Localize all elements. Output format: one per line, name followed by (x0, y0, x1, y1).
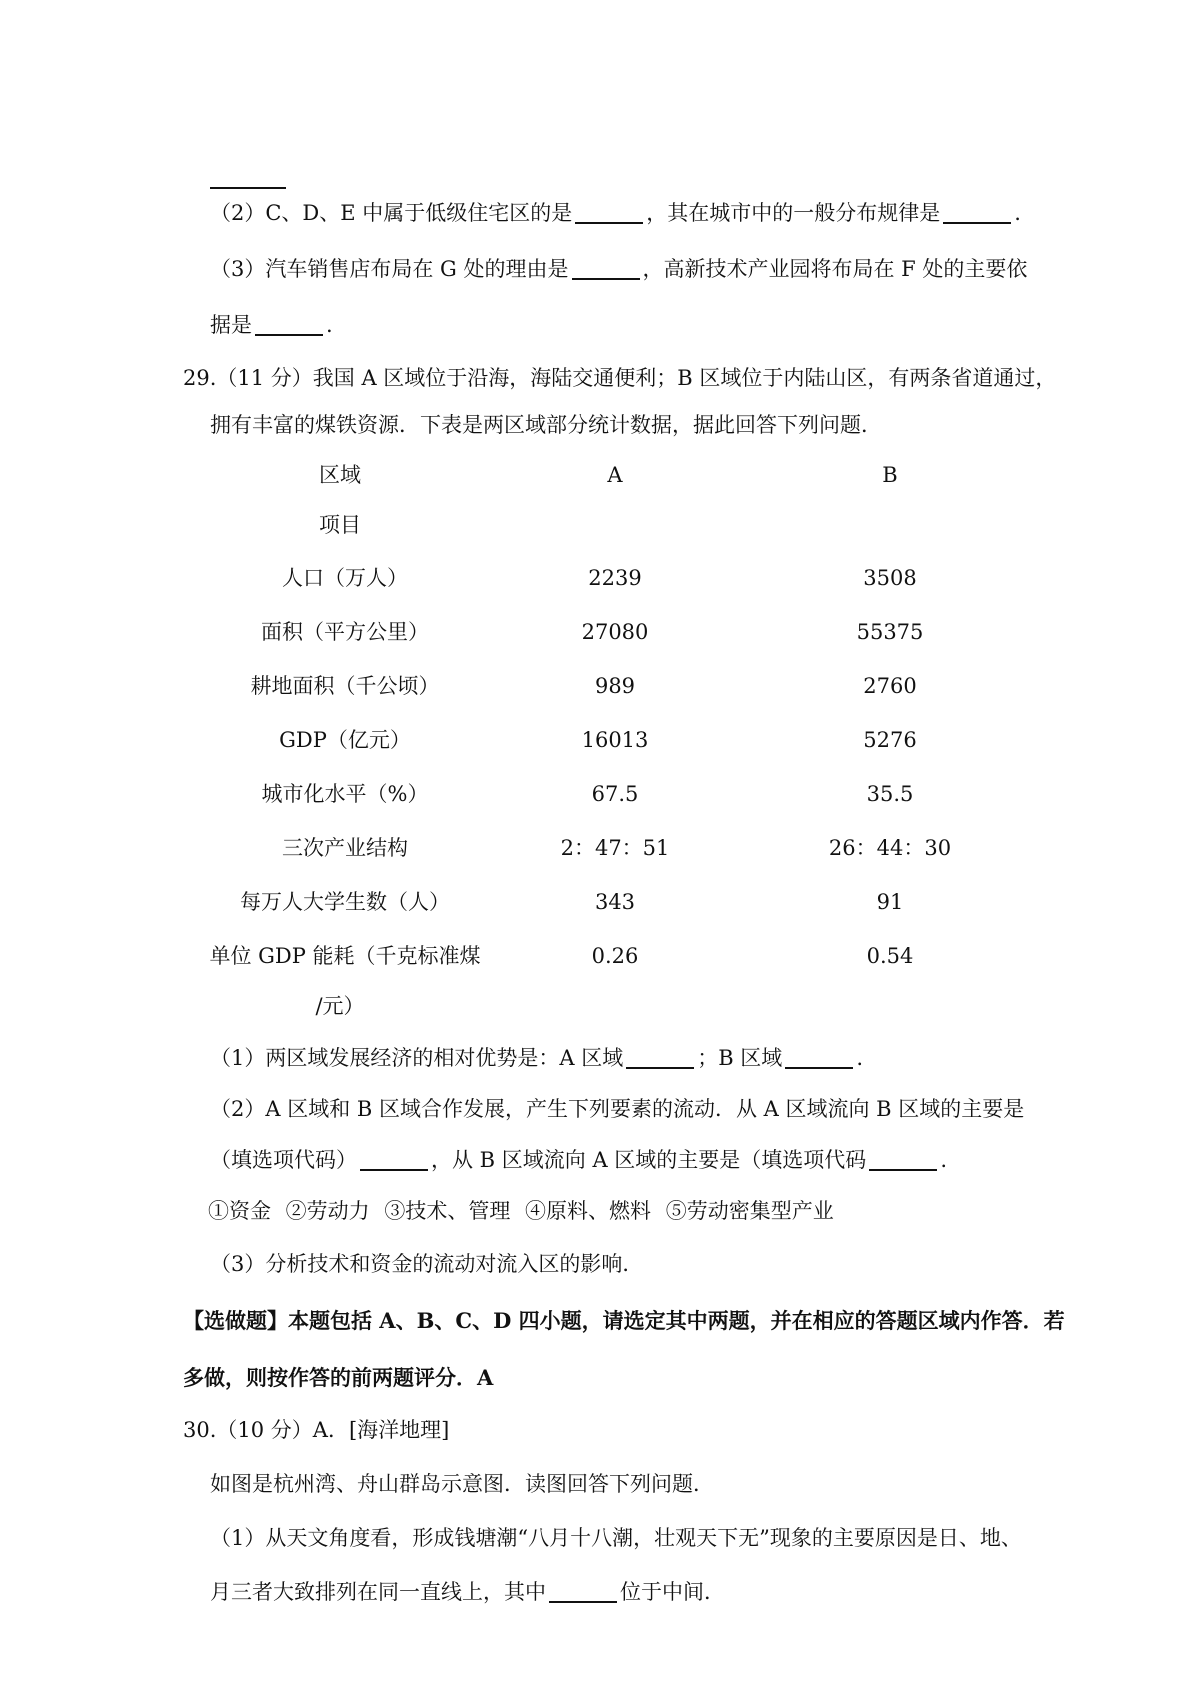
table-row-item: 单位 GDP 能耗（千克标准煤 (209, 944, 481, 968)
table-row-b: 3508 (863, 566, 917, 590)
table-row-a: 989 (594, 674, 636, 698)
q29-part1: （1）两区域发展经济的相对优势是：A 区域 ；B 区域 . (210, 1046, 863, 1070)
answer-blank-line (210, 187, 286, 189)
table-header-a: A (607, 463, 623, 487)
table-row-a: 2239 (588, 566, 642, 590)
elective-instruction-line2: 多做，则按作答的前两题评分．A (183, 1365, 494, 1390)
q30-part1: （1）从天文角度看，形成钱塘潮“八月十八潮，壮观天下无”现象的主要原因是日、地、 (210, 1526, 1022, 1550)
answer-blank[interactable] (572, 256, 640, 280)
q29-stem-line2: 拥有丰富的煤铁资源．下表是两区域部分统计数据，据此回答下列问题． (210, 413, 882, 437)
table-row-a: 27080 (581, 620, 649, 644)
answer-blank[interactable] (869, 1147, 937, 1171)
table-row-b: 2760 (863, 674, 917, 698)
table-row-b: 26：44：30 (828, 836, 952, 860)
table-row-a: 0.26 (591, 944, 639, 968)
table-row-a: 16013 (581, 728, 649, 752)
q29-stem-line1: 29.（11 分）我国 A 区域位于沿海，海陆交通便利；B 区域位于内陆山区，有两条省道通过， (183, 366, 1057, 390)
table-header-region: 区域 (319, 463, 361, 487)
table-row-b: 0.54 (866, 944, 914, 968)
table-row-item: 人口（万人） (282, 566, 408, 590)
table-row-b: 91 (876, 890, 904, 914)
table-row-a: 67.5 (591, 782, 639, 806)
table-row-b: 5276 (863, 728, 917, 752)
q30-part1-cont: 月三者大致排列在同一直线上，其中 位于中间． (210, 1580, 725, 1604)
answer-blank[interactable] (943, 200, 1011, 224)
table-row-a: 343 (594, 890, 636, 914)
q30-intro: 如图是杭州湾、舟山群岛示意图．读图回答下列问题． (210, 1472, 714, 1496)
table-header-item: 项目 (319, 513, 361, 537)
table-row-item: 面积（平方公里） (261, 620, 429, 644)
table-row-a: 2：47：51 (560, 836, 670, 860)
q29-part3: （3）分析技术和资金的流动对流入区的影响． (210, 1252, 644, 1276)
answer-blank[interactable] (626, 1045, 694, 1069)
answer-blank[interactable] (360, 1147, 428, 1171)
q28-part3: （3）汽车销售店布局在 G 处的理由是 ，高新技术产业园将布局在 F 处的主要依 (210, 257, 1028, 281)
table-row-item: 每万人大学生数（人） (240, 890, 450, 914)
q29-part2: （2）A 区域和 B 区域合作发展，产生下列要素的流动．从 A 区域流向 B 区域的主要是 (210, 1097, 1025, 1121)
table-row-b: 35.5 (866, 782, 914, 806)
answer-blank[interactable] (255, 312, 323, 336)
table-row-b: 55375 (856, 620, 924, 644)
table-row-item: 耕地面积（千公顷） (250, 674, 440, 698)
answer-blank[interactable] (549, 1579, 617, 1603)
q30-stem: 30.（10 分）A．[海洋地理] (183, 1418, 450, 1442)
elective-instruction-line1: 【选做题】本题包括 A、B、C、D 四小题，请选定其中两题，并在相应的答题区域内作答．若 (183, 1308, 1065, 1333)
q28-part3-cont: 据是 . (210, 313, 333, 337)
answer-blank[interactable] (575, 200, 643, 224)
answer-blank[interactable] (785, 1045, 853, 1069)
q28-part2: （2）C、D、E 中属于低级住宅区的是 ，其在城市中的一般分布规律是 . (210, 201, 1021, 225)
table-row-item-cont: /元） (315, 994, 365, 1018)
table-row-item: GDP（亿元） (279, 728, 411, 752)
table-row-item: 城市化水平（%） (261, 782, 429, 806)
q29-options: ①资金 ②劳动力 ③技术、管理 ④原料、燃料 ⑤劳动密集型产业 (208, 1199, 834, 1223)
q29-part2-cont: （填选项代码） ，从 B 区域流向 A 区域的主要是（填选项代码 . (210, 1148, 947, 1172)
table-header-b: B (882, 463, 898, 487)
table-row-item: 三次产业结构 (282, 836, 408, 860)
